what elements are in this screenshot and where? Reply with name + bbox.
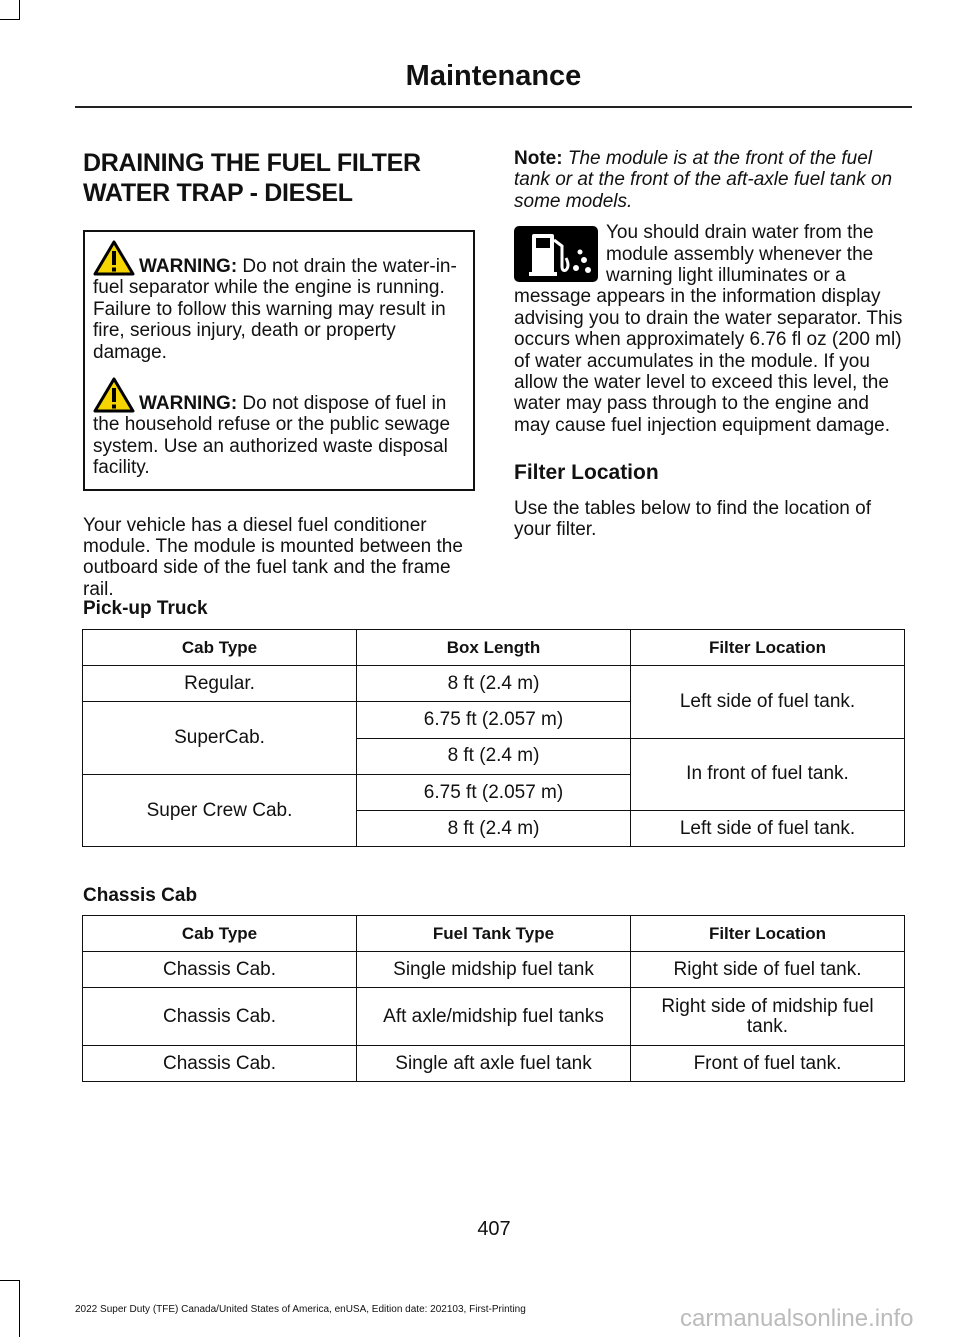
table-cell: Left side of fuel tank. xyxy=(631,811,905,847)
column-header: Fuel Tank Type xyxy=(357,916,631,952)
column-header: Cab Type xyxy=(83,630,357,666)
table-row xyxy=(83,1046,905,1082)
table-row xyxy=(83,952,905,988)
table-cell: 8 ft (2.4 m) xyxy=(357,666,631,702)
column-header: Cab Type xyxy=(83,916,357,952)
body-paragraph: Your vehicle has a diesel fuel conditioner module. The module is mounted between the outboard side of the fuel tank and the frame rail. xyxy=(83,514,463,600)
table-cell: 8 ft (2.4 m) xyxy=(357,738,631,774)
chassis-table xyxy=(82,915,905,1082)
subsection-title: Filter Location xyxy=(514,461,659,485)
table-cell: Chassis Cab. xyxy=(83,1046,357,1082)
footer-text: 2022 Super Duty (TFE) Canada/United States of America, enUSA, Edition date: 202103, First-Printing xyxy=(75,1304,526,1315)
body-paragraph: Use the tables below to find the location of your filter. xyxy=(514,497,872,541)
warning-text: Do not dispose of fuel in the household refuse or the public sewage system. Use an authorized waste disposal facility. xyxy=(93,393,451,479)
right-column xyxy=(514,148,908,541)
page-number: 407 xyxy=(477,1218,511,1240)
warning-1 xyxy=(93,240,465,363)
table-cell: Super Crew Cab. xyxy=(83,774,357,847)
warning-2 xyxy=(93,377,465,479)
table-cell: Single aft axle fuel tank xyxy=(357,1046,631,1082)
table-title-pickup: Pick-up Truck xyxy=(83,598,208,619)
table-cell: 6.75 ft (2.057 m) xyxy=(357,774,631,810)
left-column xyxy=(83,148,475,600)
body-paragraph: You should drain water from the module assembly whenever the warning light illuminates or a message appears in the information display advising you to drain the water separator. This occurs when approximately 6.76 fl oz (200 ml) of water accumulates in the module. If you allow the water level to exceed this level, the water may pass through to the engine and may cause fuel injection equipment damage. xyxy=(514,222,903,436)
warning-label: WARNING: xyxy=(139,393,238,415)
note xyxy=(514,148,908,212)
warning-text: Do not drain the water-in-fuel separator while the engine is running. Failure to follow this warning may result in fire, serious injury, death or property damage. xyxy=(93,256,457,363)
table-cell: In front of fuel tank. xyxy=(631,738,905,811)
table-cell: Chassis Cab. xyxy=(83,988,357,1046)
warning-label: WARNING: xyxy=(139,256,238,277)
table-cell: Front of fuel tank. xyxy=(631,1046,905,1082)
pickup-table xyxy=(82,629,905,847)
table-header-row xyxy=(83,916,905,952)
table-header-row xyxy=(83,630,905,666)
page-header-title: Maintenance xyxy=(405,60,582,92)
column-header: Filter Location xyxy=(631,630,905,666)
section-title: DRAINING THE FUEL FILTER WATER TRAP - DIESEL xyxy=(83,149,421,207)
table-row xyxy=(83,988,905,1046)
note-text: The module is at the front of the fuel tank or at the front of the aft-axle fuel tank on some models. xyxy=(514,148,893,212)
crop-mark xyxy=(0,0,20,20)
table-cell: 8 ft (2.4 m) xyxy=(357,811,631,847)
column-header: Filter Location xyxy=(631,916,905,952)
table-row xyxy=(83,666,905,702)
table-cell: Right side of midship fuel tank. xyxy=(631,988,905,1046)
header-divider xyxy=(75,106,912,108)
water-in-fuel-icon xyxy=(514,226,598,282)
warning-box xyxy=(83,230,475,491)
table-cell: Regular. xyxy=(83,666,357,702)
warning-triangle-icon xyxy=(93,240,135,276)
table-cell: Single midship fuel tank xyxy=(357,952,631,988)
table-cell: Left side of fuel tank. xyxy=(631,666,905,739)
table-title-chassis: Chassis Cab xyxy=(83,885,198,906)
table-cell: 6.75 ft (2.057 m) xyxy=(357,702,631,738)
table-cell: Aft axle/midship fuel tanks xyxy=(357,988,631,1046)
warning-triangle-icon xyxy=(93,377,135,413)
table-cell: SuperCab. xyxy=(83,702,357,775)
watermark: carmanualsonline.info xyxy=(680,1305,914,1332)
table-cell: Right side of fuel tank. xyxy=(631,952,905,988)
table-cell: Chassis Cab. xyxy=(83,952,357,988)
crop-mark xyxy=(0,1280,20,1337)
column-header: Box Length xyxy=(357,630,631,666)
note-label: Note: xyxy=(514,148,563,169)
